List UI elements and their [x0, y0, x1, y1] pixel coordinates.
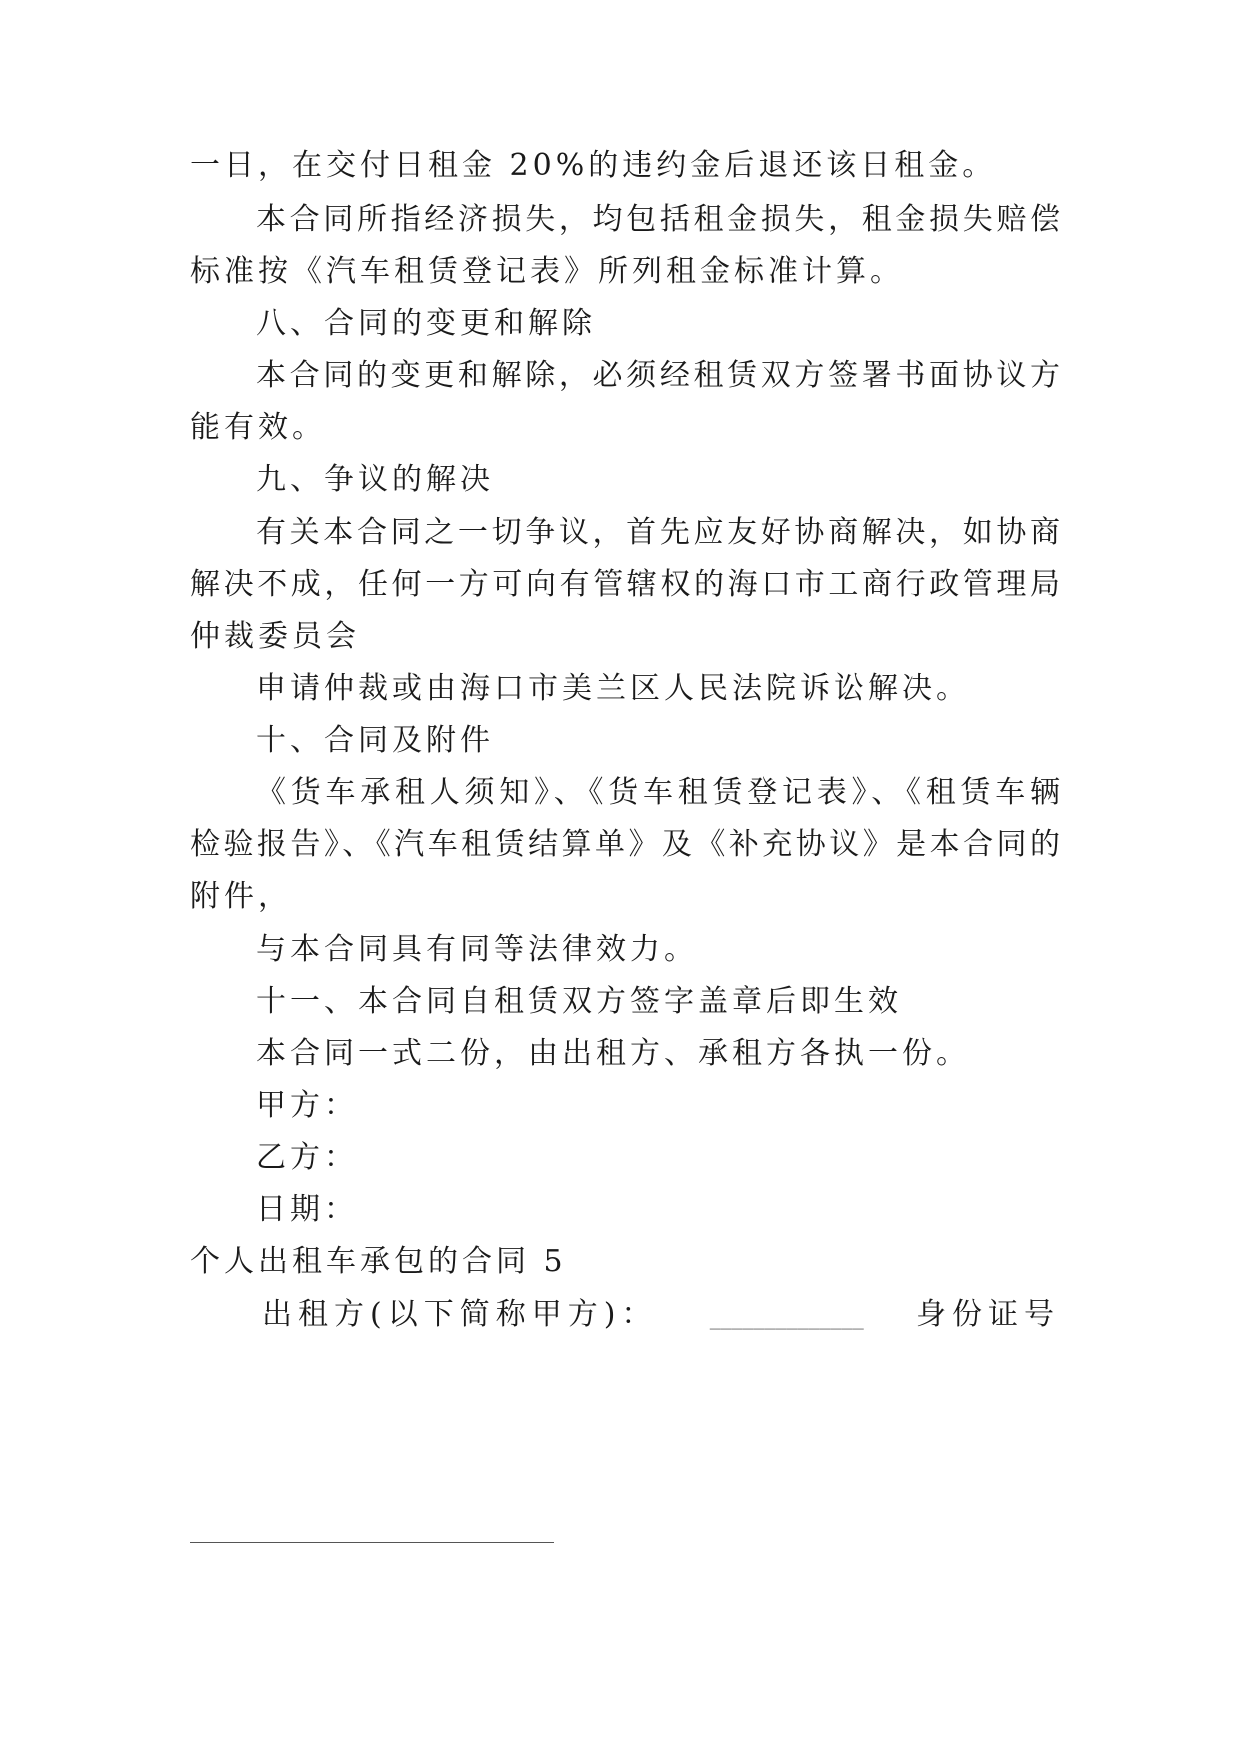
paragraph-line: 申请仲裁或由海口市美兰区人民法院诉讼解决。 — [256, 671, 970, 706]
paragraph-line: 解决不成，任何一方可向有管辖权的海口市工商行政管理局 — [190, 567, 1060, 602]
contract-title: 个人出租车承包的合同 5 — [190, 1244, 567, 1279]
section-heading: 十一、本合同自租赁双方签字盖章后即生效 — [256, 984, 902, 1019]
section-heading: 九、争议的解决 — [256, 462, 494, 497]
paragraph-line: 与本合同具有同等法律效力。 — [256, 932, 698, 967]
signature-party-b: 乙方： — [256, 1140, 358, 1175]
section-heading: 八、合同的变更和解除 — [256, 306, 596, 341]
paragraph-line: 一日，在交付日租金 20%的违约金后退还该日租金。 — [190, 148, 997, 183]
paragraph-line: 附件， — [190, 879, 292, 914]
paragraph-line: 本合同一式二份，由出租方、承租方各执一份。 — [256, 1036, 970, 1071]
paragraph-line: 仲裁委员会 — [190, 619, 360, 654]
paragraph-line: 标准按《汽车租赁登记表》所列租金标准计算。 — [190, 254, 904, 289]
id-number-label: 身份证号 — [915, 1297, 1060, 1332]
paragraph-line: 检验报告》、《汽车租赁结算单》及《补充协议》是本合同的 — [190, 827, 1060, 862]
lessor-label: 出租方(以下简称甲方)： — [262, 1297, 658, 1332]
signature-party-a: 甲方： — [256, 1088, 358, 1123]
lessor-blank: ______________ — [709, 1305, 864, 1330]
underline-rule — [190, 1542, 554, 1543]
paragraph-line: 本合同所指经济损失，均包括租金损失，租金损失赔偿 — [256, 202, 1060, 237]
signature-date: 日期： — [256, 1192, 358, 1227]
paragraph-line: 《货车承租人须知》、《货车租赁登记表》、《租赁车辆 — [256, 775, 1060, 810]
lessor-line — [262, 1295, 1060, 1338]
paragraph-line: 本合同的变更和解除，必须经租赁双方签署书面协议方 — [256, 358, 1060, 393]
paragraph-line: 能有效。 — [190, 410, 326, 445]
section-heading: 十、合同及附件 — [256, 723, 494, 758]
paragraph-line: 有关本合同之一切争议，首先应友好协商解决，如协商 — [256, 515, 1060, 550]
